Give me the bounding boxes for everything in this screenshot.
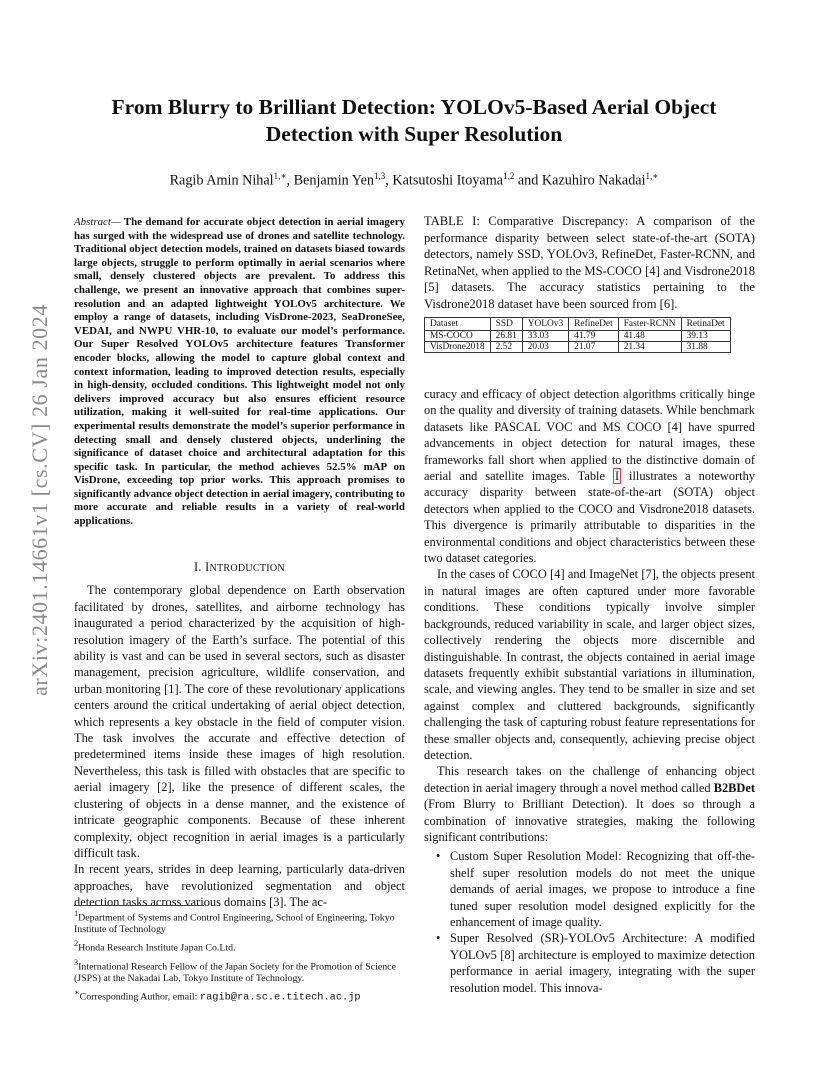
author-name: Kazuhiro Nakadai [541, 172, 646, 189]
method-name: B2BDet [713, 780, 755, 795]
table-header-cell: SSD [490, 318, 522, 331]
abstract [74, 216, 405, 529]
footnote-rule [74, 905, 204, 906]
table-cell: 31.88 [681, 342, 730, 353]
bullet-icon: • [436, 849, 441, 864]
table-header-cell: RetinaDet [681, 318, 730, 331]
body-paragraph: This research takes on the challenge of enhancing object detection in aerial imagery through a novel method called B2BDet (From Blurry to Brilliant Detection). It does so through a combination of innovative strategies, making the following significant contributions: [424, 764, 755, 844]
footnotes [74, 905, 414, 1003]
author-affiliation: 1,∗ [273, 171, 287, 181]
table-header-cell: Dataset [425, 318, 491, 331]
table-header-row [425, 318, 731, 331]
author-name: Benjamin Yen [293, 172, 374, 189]
abstract-text: The demand for accurate object detection in aerial imagery has surged with the widespread use of drones and satellite technology. Traditional object detection models, trained on datasets biased towards large objects, struggle to perform optimally in aerial scenarios where small, densely clustered objects are prevalent. To address this challenge, we present an innovative approach that combines super-resolution and an adapted lightweight YOLOv5 architecture. We employ a range of datasets, including VisDrone-2023, SeaDroneSee, VEDAI, and NWPU VHR-10, to evaluate our model’s performance. Our Super Resolved YOLOv5 architecture features Transformer encoder blocks, allowing the model to capture global context and context information, leading to improved detection results, especially in high-density, occluded conditions. This lightweight model not only delivers improved accuracy but also ensures efficient resource utilization, making it well-suited for real-time applications. Our experimental results demonstrate the model’s superior performance in detecting small and densely clustered objects, underlining the significance of dataset choice and architectural adaptation for this specific task. In particular, the method achieves 52.5% mAP on VisDrone, exceeding top prior works. This approach promises to significantly advance object detection in aerial imagery, contributing to more accurate and reliable results in a variety of real-world applications. [74, 216, 405, 528]
table-cell: 21.34 [618, 342, 681, 353]
table-row [425, 342, 731, 353]
section-heading: I. INTRODUCTION [194, 560, 285, 574]
table-cell: VisDrone2018 [425, 342, 491, 353]
author-affiliation: 1,2 [503, 171, 515, 181]
table-cell: 21.07 [569, 342, 619, 353]
author-name: Ragib Amin Nihal [169, 172, 274, 189]
author-list: Ragib Amin Nihal$^{1,∗}$, Benjamin Yen$^{1,3}$, Katsutoshi Itoyama$^{1,2}$ and Kazuhiro Nakadai$^{1,∗}$ [169, 171, 659, 189]
footnote: $^3$International Research Fellow of the Japan Society for the Promotion of Science (JSPS) at the Nakadai Lab, Tokyo Institute of Technology. [74, 957, 396, 984]
footnote: $^1$Department of Systems and Control Engineering, School of Engineering, Tokyo Institute of Technology [74, 909, 395, 936]
paper-title: From Blurry to Brilliant Detection: YOLOv5-Based Aerial Object Detection with Super Resolution [111, 95, 717, 146]
author-affiliation: 1,3 [374, 171, 386, 181]
table-header-cell: RefineDet [569, 318, 619, 331]
table-cell: 33.03 [522, 331, 568, 342]
footnote: $^2$Honda Research Institute Japan Co.Ltd. [74, 939, 236, 954]
email-link[interactable]: ragib@ra.sc.e.titech.ac.jp [199, 991, 361, 1004]
list-item: • Super Resolved (SR)-YOLOv5 Architecture: A modified YOLOv5 [8] architecture is employed to maximize detection performance in aerial imagery, integrating with the super resolution model. This innova- [436, 931, 755, 995]
table-caption: TABLE I: Comparative Discrepancy: A comparison of the performance disparity between select state-of-the-art (SOTA) detectors, namely SSD, YOLOv3, RefineDet, Faster-RCNN, and RetinaNet, when applied to the MS-COCO [4] and Visdrone2018 [5] datasets. The accuracy statistics pertaining to the Visdrone2018 dataset have been sourced from [6]. [424, 214, 755, 311]
body-paragraph: curacy and efficacy of object detection algorithms critically hinge on the quality and diversity of training datasets. While benchmark datasets like PASCAL VOC and MS COCO [4] have spurred advancements in object detection for natural images, these frameworks fall short when applied to the distinctive domain of aerial and satellite images. Table I illustrates a noteworthy accuracy disparity between state-of-the-art (SOTA) object detectors when applied to the COCO and Visdrone2018 datasets. This divergence is primarily attributable to disparities in the environmental conditions and object characteristics between these two dataset categories. [424, 387, 756, 566]
table-cell: 39.13 [681, 331, 730, 342]
abstract-lead: Abstract— [74, 216, 121, 228]
body-paragraph: In recent years, strides in deep learning, particularly data-driven approaches, have revolutionized segmentation and object detection tasks across various domains [3]. The ac- [74, 862, 405, 910]
list-item: • Custom Super Resolution Model: Recognizing that off-the-shelf super resolution models do not meet the unique demands of aerial images, we propose to introduce a fine tuned super resolution model designed explicitly for the enhancement of image quality. [436, 849, 755, 929]
right-column-body [424, 386, 755, 996]
introduction-section [74, 550, 405, 911]
body-paragraph: The contemporary global dependence on Earth observation facilitated by drones, satellites, and airborne technology has inaugurated a period characterized by the acquisition of high-resolution imagery of the Earth’s surface. The potential of this ability is vast and can be used in several sectors, such as disaster management, precision agriculture, wildlife conservation, and urban monitoring [1]. The core of these revolutionary applications centers around the critical undertaking of aerial object detection, which represents a key obstacle in the field of computer vision. The task involves the accurate and effective detection of predetermined items inside these images of high resolution. Nevertheless, this task is filled with obstacles that are specific to aerial imagery [2], like the presence of different scales, the clustering of objects in a dense manner, and the existence of intricate geographic components. Because of these inherent complexity, object recognition in aerial images is a particularly difficult task. [74, 583, 405, 860]
table-cell: 41.79 [569, 331, 619, 342]
table-cell: 41.48 [618, 331, 681, 342]
table-reference-link[interactable]: I [614, 469, 620, 484]
table-cell: 26.81 [490, 331, 522, 342]
table-cell: 2.52 [490, 342, 522, 353]
author-name: Katsutoshi Itoyama [392, 172, 504, 189]
table-row [425, 331, 731, 342]
comparison-table [424, 317, 731, 353]
footnote: ∗Corresponding Author, email: ragib@ra.sc.e.titech.ac.jp [74, 987, 361, 1004]
arxiv-identifier: arXiv:2401.14661v1 [cs.CV] 26 Jan 2024 [27, 304, 52, 696]
table-cell: 20.03 [522, 342, 568, 353]
body-paragraph: In the cases of COCO [4] and ImageNet [7], the objects present in natural images are often captured under more favorable conditions. These conditions typically involve simpler backgrounds, reduced variability in scale, and larger object sizes, collectively rendering the objects more discernible and distinguishable. In contrast, the objects contained in aerial image datasets frequently exhibit substantial variations in illumination, scale, and viewing angles. They tend to be smaller in size and set against complex and cluttered backgrounds, significantly challenging the task of capturing robust feature representations for these smaller objects and, consequently, achieving precise object detection. [424, 567, 755, 762]
table-header-cell: Faster-RCNN [618, 318, 681, 331]
author-affiliation: 1,∗ [645, 171, 659, 181]
table-header-cell: YOLOv3 [522, 318, 568, 331]
contribution-list [424, 848, 755, 996]
bullet-icon: • [436, 931, 441, 946]
table-cell: MS-COCO [425, 331, 491, 342]
